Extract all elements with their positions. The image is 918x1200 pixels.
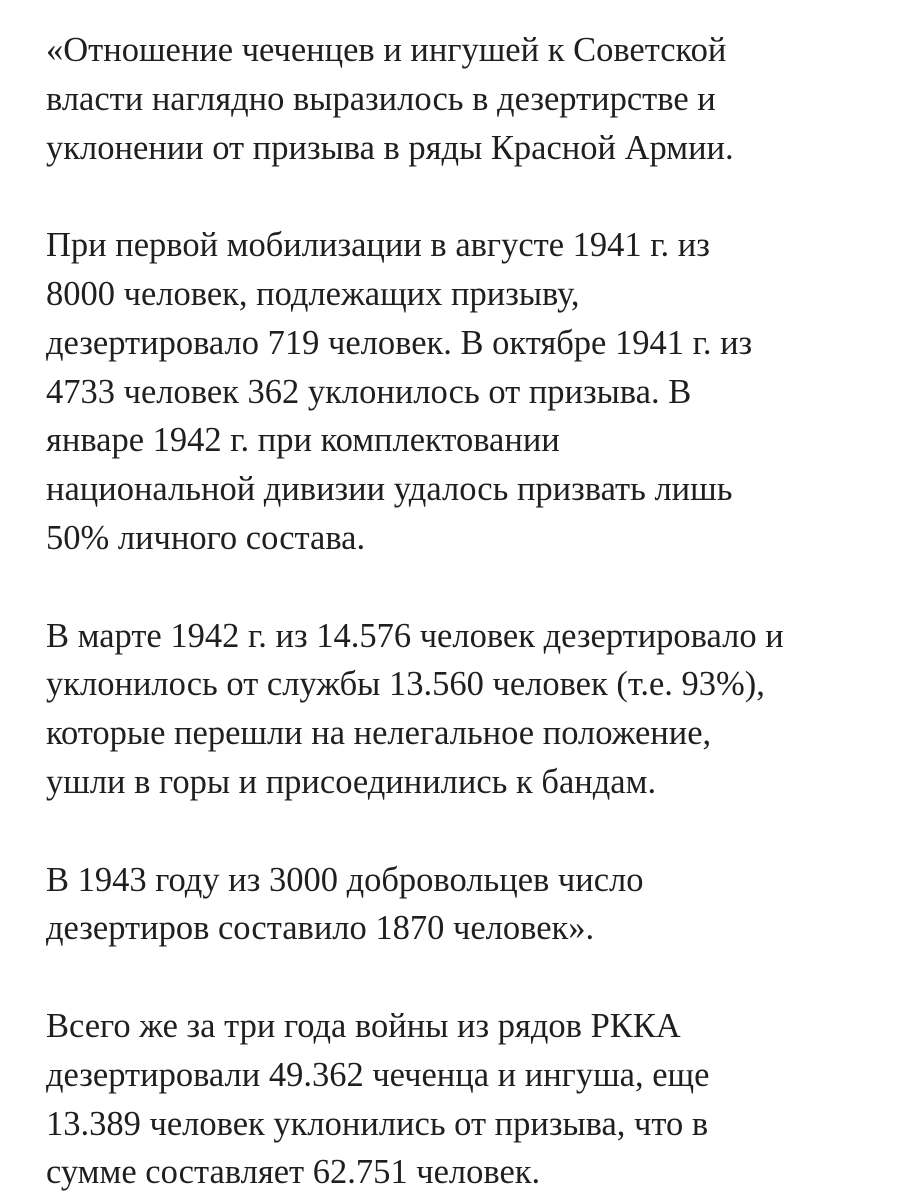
text-line: власти наглядно выразилось в дезертирстве и [46,79,716,118]
article-text [46,26,886,1197]
text-line: В марте 1942 г. из 14.576 человек дезертировало и [46,616,784,655]
text-line: дезертировало 719 человек. В октябре 1941 г. из [46,323,753,362]
text-line: национальной дивизии удалось призвать лишь [46,470,733,509]
paragraph-3 [46,612,886,807]
paragraph-1 [46,26,886,172]
text-line: дезертировали 49.362 чеченца и ингуша, еще [46,1055,710,1094]
text-line: 50% личного состава. [46,518,366,557]
text-line: ушли в горы и присоединились к бандам. [46,762,657,801]
paragraph-4 [46,856,886,954]
text-line: 13.389 человек уклонились от призыва, что в [46,1104,709,1143]
text-line: 8000 человек, подлежащих призыву, [46,274,580,313]
text-line: январе 1942 г. при комплектовании [46,421,560,460]
text-line: которые перешли на нелегальное положение, [46,714,712,753]
text-line: 4733 человек 362 уклонилось от призыва. В [46,372,692,411]
text-line: дезертиров составило 1870 человек». [46,909,595,948]
text-line: В 1943 году из 3000 добровольцев число [46,860,644,899]
paragraph-5 [46,1002,886,1197]
text-line: При первой мобилизации в августе 1941 г. из [46,226,710,265]
text-line: Всего же за три года войны из рядов РККА [46,1006,681,1045]
paragraph-2 [46,221,886,563]
text-line: «Отношение чеченцев и ингушей к Советской [46,31,727,69]
text-line: сумме составляет 62.751 человек. [46,1153,541,1192]
text-line: уклонилось от службы 13.560 человек (т.е. 93%), [46,665,765,704]
text-line: уклонении от призыва в ряды Красной Армии. [46,128,734,167]
